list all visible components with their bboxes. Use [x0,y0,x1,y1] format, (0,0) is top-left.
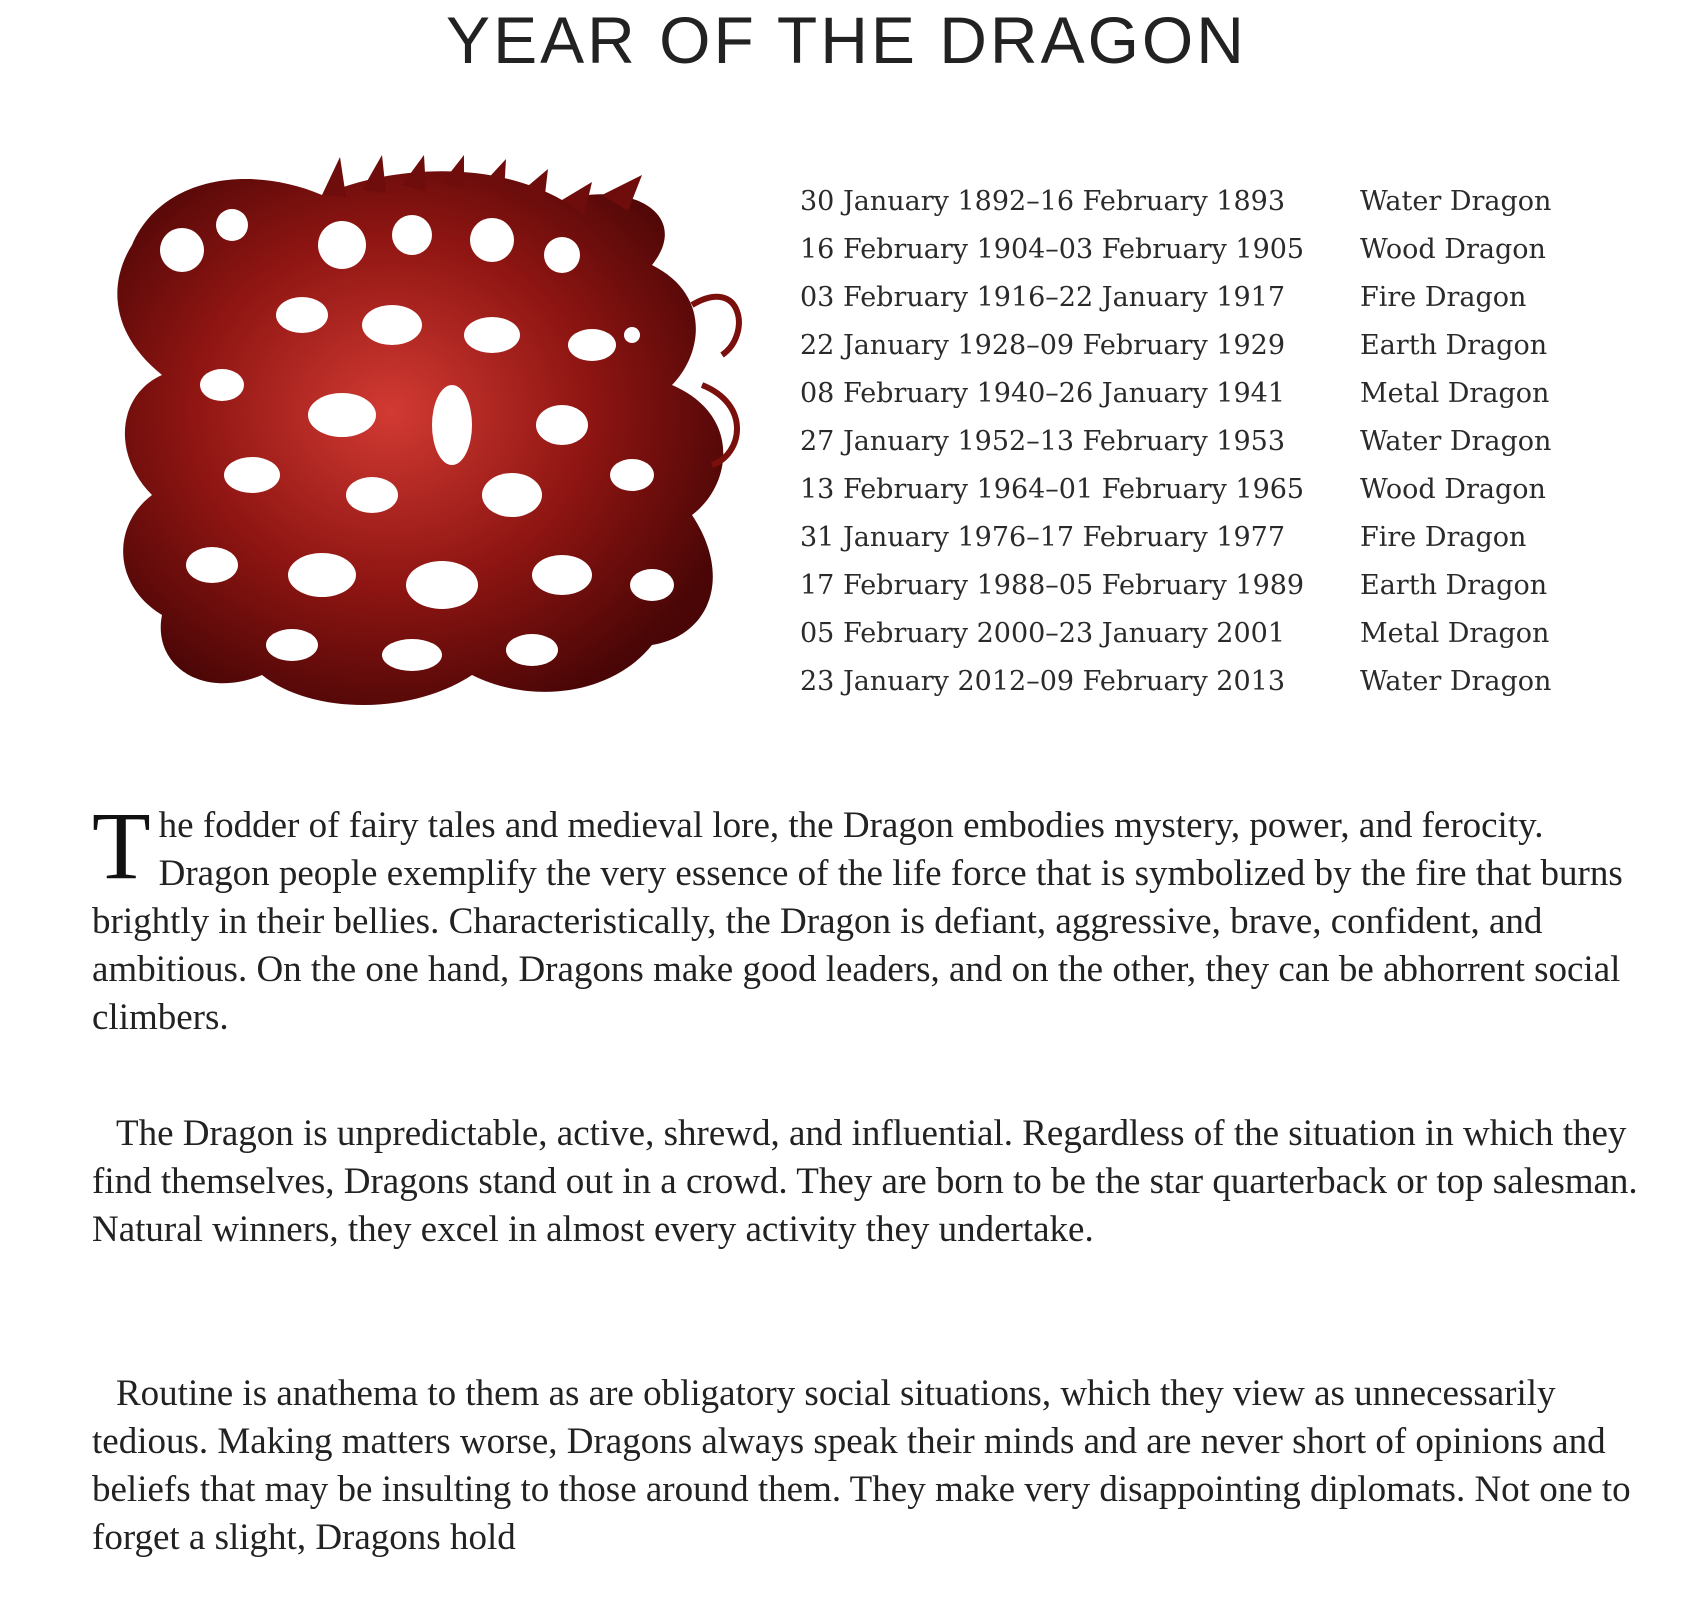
dragon-year-row [800,466,1660,514]
dragon-year-row [800,610,1660,658]
dragon-element: Fire Dragon [1360,282,1527,313]
date-range: 23 January 2012–09 February 2013 [800,666,1285,697]
paragraph-2: The Dragon is unpredictable, active, shrewd, and influential. Regardless of the situation in which they find themselves, Dragons stand out in a crowd. They are born to be the star quarterback or top salesman. Natural winners, they excel in almost every activity they undertake. [92,1113,1638,1250]
dragon-year-row [800,370,1660,418]
dragon-year-row [800,514,1660,562]
dragon-year-row [800,562,1660,610]
dragon-year-row [800,658,1660,706]
dragon-element: Water Dragon [1360,666,1552,697]
dragon-year-row [800,226,1660,274]
dragon-element: Fire Dragon [1360,522,1527,553]
page-title: YEAR OF THE DRAGON [446,3,1247,77]
dragon-element: Water Dragon [1360,186,1552,217]
date-range: 17 February 1988–05 February 1989 [800,570,1305,601]
paragraph-1-text: he fodder of fairy tales and medieval lore, the Dragon embodies mystery, power, and ferocity. Dragon people exemplify the very essence of the life force that is symbolized by the fire that burns brightly in their bellies. Characteristically, the Dragon is defiant, aggressive, brave, confident, and ambitious. On the one hand, Dragons make good leaders, and on the other, they can be abhorrent social climbers. [92,805,1623,1038]
dragon-element: Earth Dragon [1360,570,1548,601]
paragraph-3: Routine is anathema to them as are obligatory social situations, which they view as unnecessarily tedious. Making matters worse, Dragons always speak their minds and are never short of opinions and beliefs that may be insulting to those around them. They make very disappointing diplomats. Not one to forget a slight, Dragons hold [92,1373,1631,1558]
dragon-year-row [800,274,1660,322]
date-range: 16 February 1904–03 February 1905 [800,234,1305,265]
dragon-year-row [800,178,1660,226]
date-range: 03 February 1916–22 January 1917 [800,282,1285,313]
dragon-element: Earth Dragon [1360,330,1548,361]
dragon-element: Wood Dragon [1360,234,1546,265]
dragon-element: Metal Dragon [1360,618,1550,649]
date-range: 22 January 1928–09 February 1929 [800,330,1285,361]
date-range: 27 January 1952–13 February 1953 [800,426,1285,457]
date-range: 31 January 1976–17 February 1977 [800,522,1285,553]
dragon-year-row [800,322,1660,370]
dragon-element: Wood Dragon [1360,474,1546,505]
drop-cap: T [92,792,151,899]
date-range: 08 February 1940–26 January 1941 [800,378,1285,409]
dragon-year-row [800,418,1660,466]
dragon-element: Water Dragon [1360,426,1552,457]
date-range: 05 February 2000–23 January 2001 [800,618,1285,649]
dragon-years-list [800,178,1660,706]
date-range: 13 February 1964–01 February 1965 [800,474,1305,505]
dragon-papercut-icon [92,155,752,715]
date-range: 30 January 1892–16 February 1893 [800,186,1285,217]
paragraph-1 [92,792,1642,1042]
dragon-element: Metal Dragon [1360,378,1550,409]
